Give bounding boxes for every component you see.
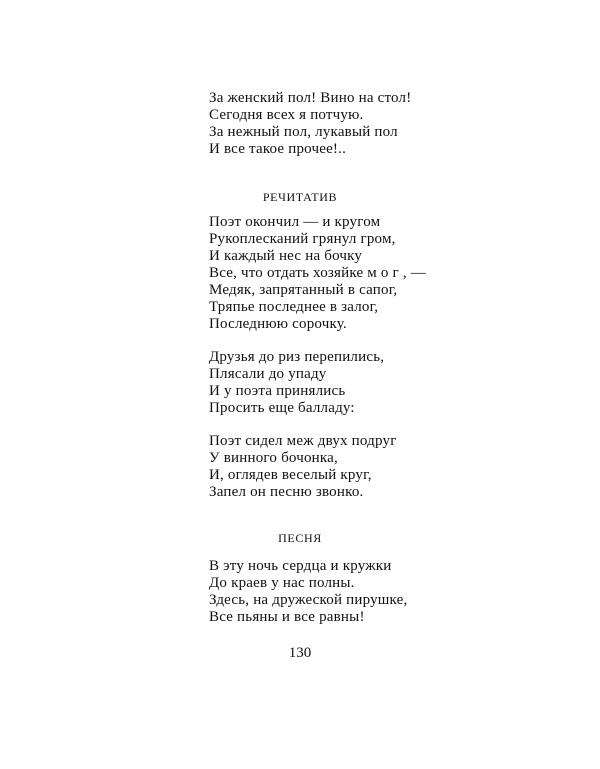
poem-line: Друзья до риз перепились, — [209, 349, 385, 365]
stanza-song — [209, 558, 509, 626]
poem-line: Поэт сидел меж двух подруг — [209, 433, 397, 449]
poem-line: Сегодня всех я потчую. — [209, 107, 364, 123]
section-heading-recitative: РЕЧИТАТИВ — [262, 190, 338, 204]
stanza-poet-sat — [209, 433, 509, 501]
poem-line: И, оглядев веселый круг, — [209, 467, 372, 483]
poem-line: Здесь, на дружеской пирушке, — [209, 592, 408, 608]
poem-line: Просить еще балладу: — [209, 400, 355, 416]
page-number: 130 — [288, 645, 312, 661]
poem-line: И у поэта принялись — [209, 383, 346, 399]
poem-line: В эту ночь сердца и кружки — [209, 558, 392, 574]
poem-line: Последнюю сорочку. — [209, 316, 347, 332]
poem-line: Запел он песню звонко. — [209, 484, 364, 500]
stanza-friends — [209, 349, 509, 417]
poem-line: Рукоплесканий грянул гром, — [209, 231, 396, 247]
poem-line: У винного бочонка, — [209, 450, 338, 466]
stanza-applause — [209, 214, 509, 333]
poem-line: Поэт окончил — и кругом — [209, 214, 381, 230]
poem-line: За нежный пол, лукавый пол — [209, 124, 398, 140]
section-heading-song: ПЕСНЯ — [278, 531, 322, 545]
poem-line: Тряпье последнее в залог, — [209, 299, 379, 315]
poem-line: И все такое прочее!.. — [209, 141, 347, 157]
poem-line: До краев у нас полны. — [209, 575, 355, 591]
poem-line: Плясали до упаду — [209, 366, 327, 382]
poem-line: За женский пол! Вино на стол! — [209, 90, 412, 106]
poem-line: Медяк, запрятанный в сапог, — [209, 282, 398, 298]
poem-line: Все пьяны и все равны! — [209, 609, 365, 625]
poem-line: Все, что отдать хозяйке м о г , — — [209, 265, 426, 281]
stanza-toast — [209, 90, 509, 158]
poem-line: И каждый нес на бочку — [209, 248, 363, 264]
